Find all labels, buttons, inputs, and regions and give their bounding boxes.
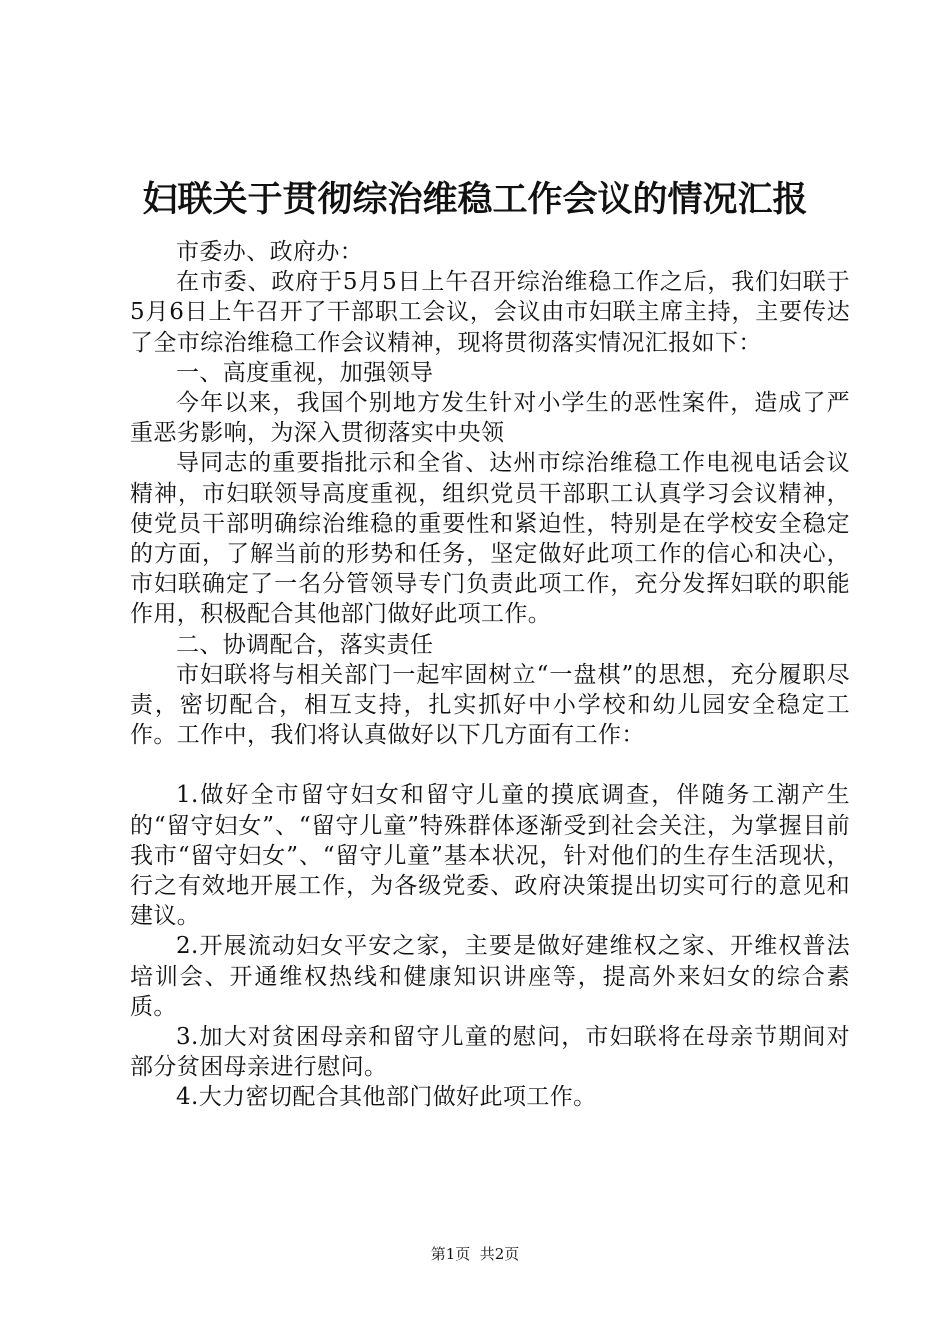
body-paragraph: 导同志的重要指批示和全省、达州市综治维稳工作电视电话会议精神，市妇联领导高度重视，组织党员干部职工认真学习会议精神，使党员干部明确综治维稳的重要性和紧迫性，特别是在学校安全稳定的方面，了解当前的形势和任务，坚定做好此项工作的信心和决心，市妇联确定了一名分管领导专门负责此项工作，充分发挥妇联的职能作用，积极配合其他部门做好此项工作。 xyxy=(130,450,850,628)
document-body xyxy=(130,237,850,1113)
body-paragraph: 今年以来，我国个别地方发生针对小学生的恶性案件，造成了严重恶劣影响，为深入贯彻落实中央领 xyxy=(130,390,850,447)
list-item: 3.加大对贫困母亲和留守儿童的慰问，市妇联将在母亲节期间对部分贫困母亲进行慰问。 xyxy=(130,1024,850,1081)
list-item: 2.开展流动妇女平安之家，主要是做好建维权之家、开维权普法培训会、开通维权热线和健康知识讲座等，提高外来妇女的综合素质。 xyxy=(130,933,850,1020)
document-title: 妇联关于贯彻综治维稳工作会议的情况汇报 xyxy=(142,179,808,220)
page-footer: 第1页 共2页 xyxy=(430,1245,520,1263)
body-paragraph: 市妇联将与相关部门一起牢固树立“一盘棋”的思想，充分履职尽责，密切配合，相互支持，扎实抓好中小学校和幼儿园安全稳定工作。工作中，我们将认真做好以下几方面有工作： xyxy=(130,661,850,749)
blank-line xyxy=(130,750,850,780)
salutation: 市委办、政府办： xyxy=(176,239,364,265)
section-heading-1: 一、高度重视，加强领导 xyxy=(176,359,434,386)
list-item: 4.大力密切配合其他部门做好此项工作。 xyxy=(176,1084,597,1111)
intro-paragraph: 在市委、政府于5月5日上午召开综治维稳工作之后，我们妇联于5月6日上午召开了干部职工会议，会议由市妇联主席主持，主要传达了全市综治维稳工作会议精神，现将贯彻落实情况汇报如下： xyxy=(130,269,850,356)
section-heading-2: 二、协调配合，落实责任 xyxy=(176,631,434,658)
list-item: 1.做好全市留守妇女和留守儿童的摸底调查，伴随务工潮产生的“留守妇女”、“留守儿童”特殊群体逐渐受到社会关注，为掌握目前我市“留守妇女”、“留守儿童”基本状况，针对他们的生存生活现状，行之有效地开展工作，为各级党委、政府决策提出切实可行的意见和建议。 xyxy=(130,782,850,930)
